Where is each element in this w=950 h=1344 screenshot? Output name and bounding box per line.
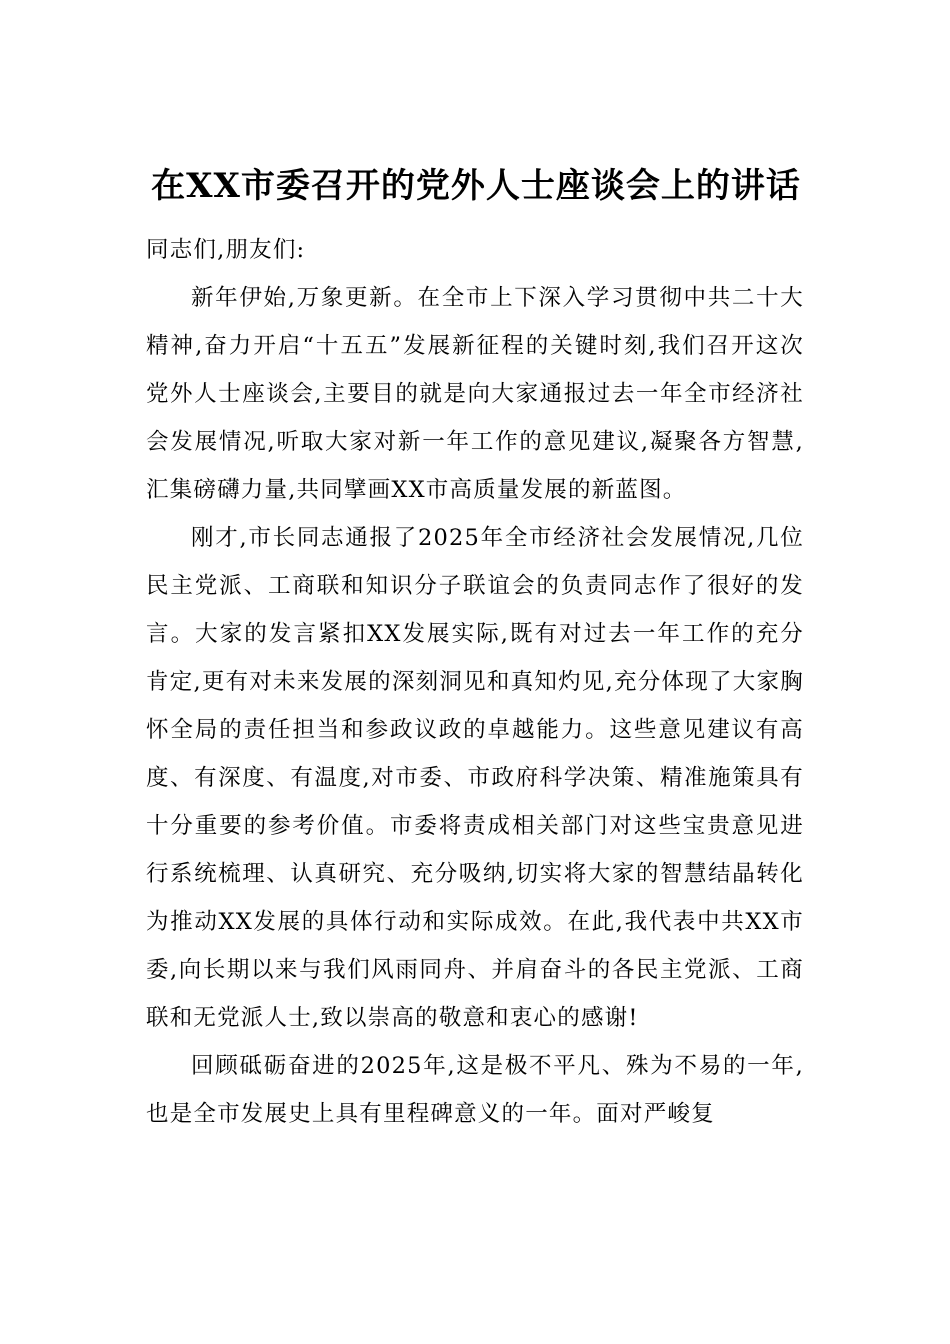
paragraph-1: 新年伊始,万象更新。在全市上下深入学习贯彻中共二十大精神,奋力开启“十五五”发展新征程的关键时刻,我们召开这次党外人士座谈会,主要目的就是向大家通报过去一年全市经济社会发展情况,听取大家对新一年工作的意见建议,凝聚各方智慧,汇集磅礴力量,共同擘画XX市高质量发展的新蓝图。 [146,285,804,503]
document-body [146,226,804,1138]
paragraph-3: 回顾砥砺奋进的2025年,这是极不平凡、殊为不易的一年,也是全市发展史上具有里程碑意义的一年。面对严峻复 [146,1053,804,1127]
paragraph-2: 刚才,市长同志通报了2025年全市经济社会发展情况,几位民主党派、工商联和知识分子联谊会的负责同志作了很好的发言。大家的发言紧扣XX发展实际,既有对过去一年工作的充分肯定,更有对未来发展的深刻洞见和真知灼见,充分体现了大家胸怀全局的责任担当和参政议政的卓越能力。这些意见建议有高度、有深度、有温度,对市委、市政府科学决策、精准施策具有十分重要的参考价值。市委将责成相关部门对这些宝贵意见进行系统梳理、认真研究、充分吸纳,切实将大家的智慧结晶转化为推动XX发展的具体行动和实际成效。在此,我代表中共XX市委,向长期以来与我们风雨同舟、并肩奋斗的各民主党派、工商联和无党派人士,致以崇高的敬意和衷心的感谢! [146,525,804,1031]
salutation: 同志们,朋友们: [146,237,306,263]
document-title: 在XX市委召开的党外人士座谈会上的讲话 [151,166,801,206]
